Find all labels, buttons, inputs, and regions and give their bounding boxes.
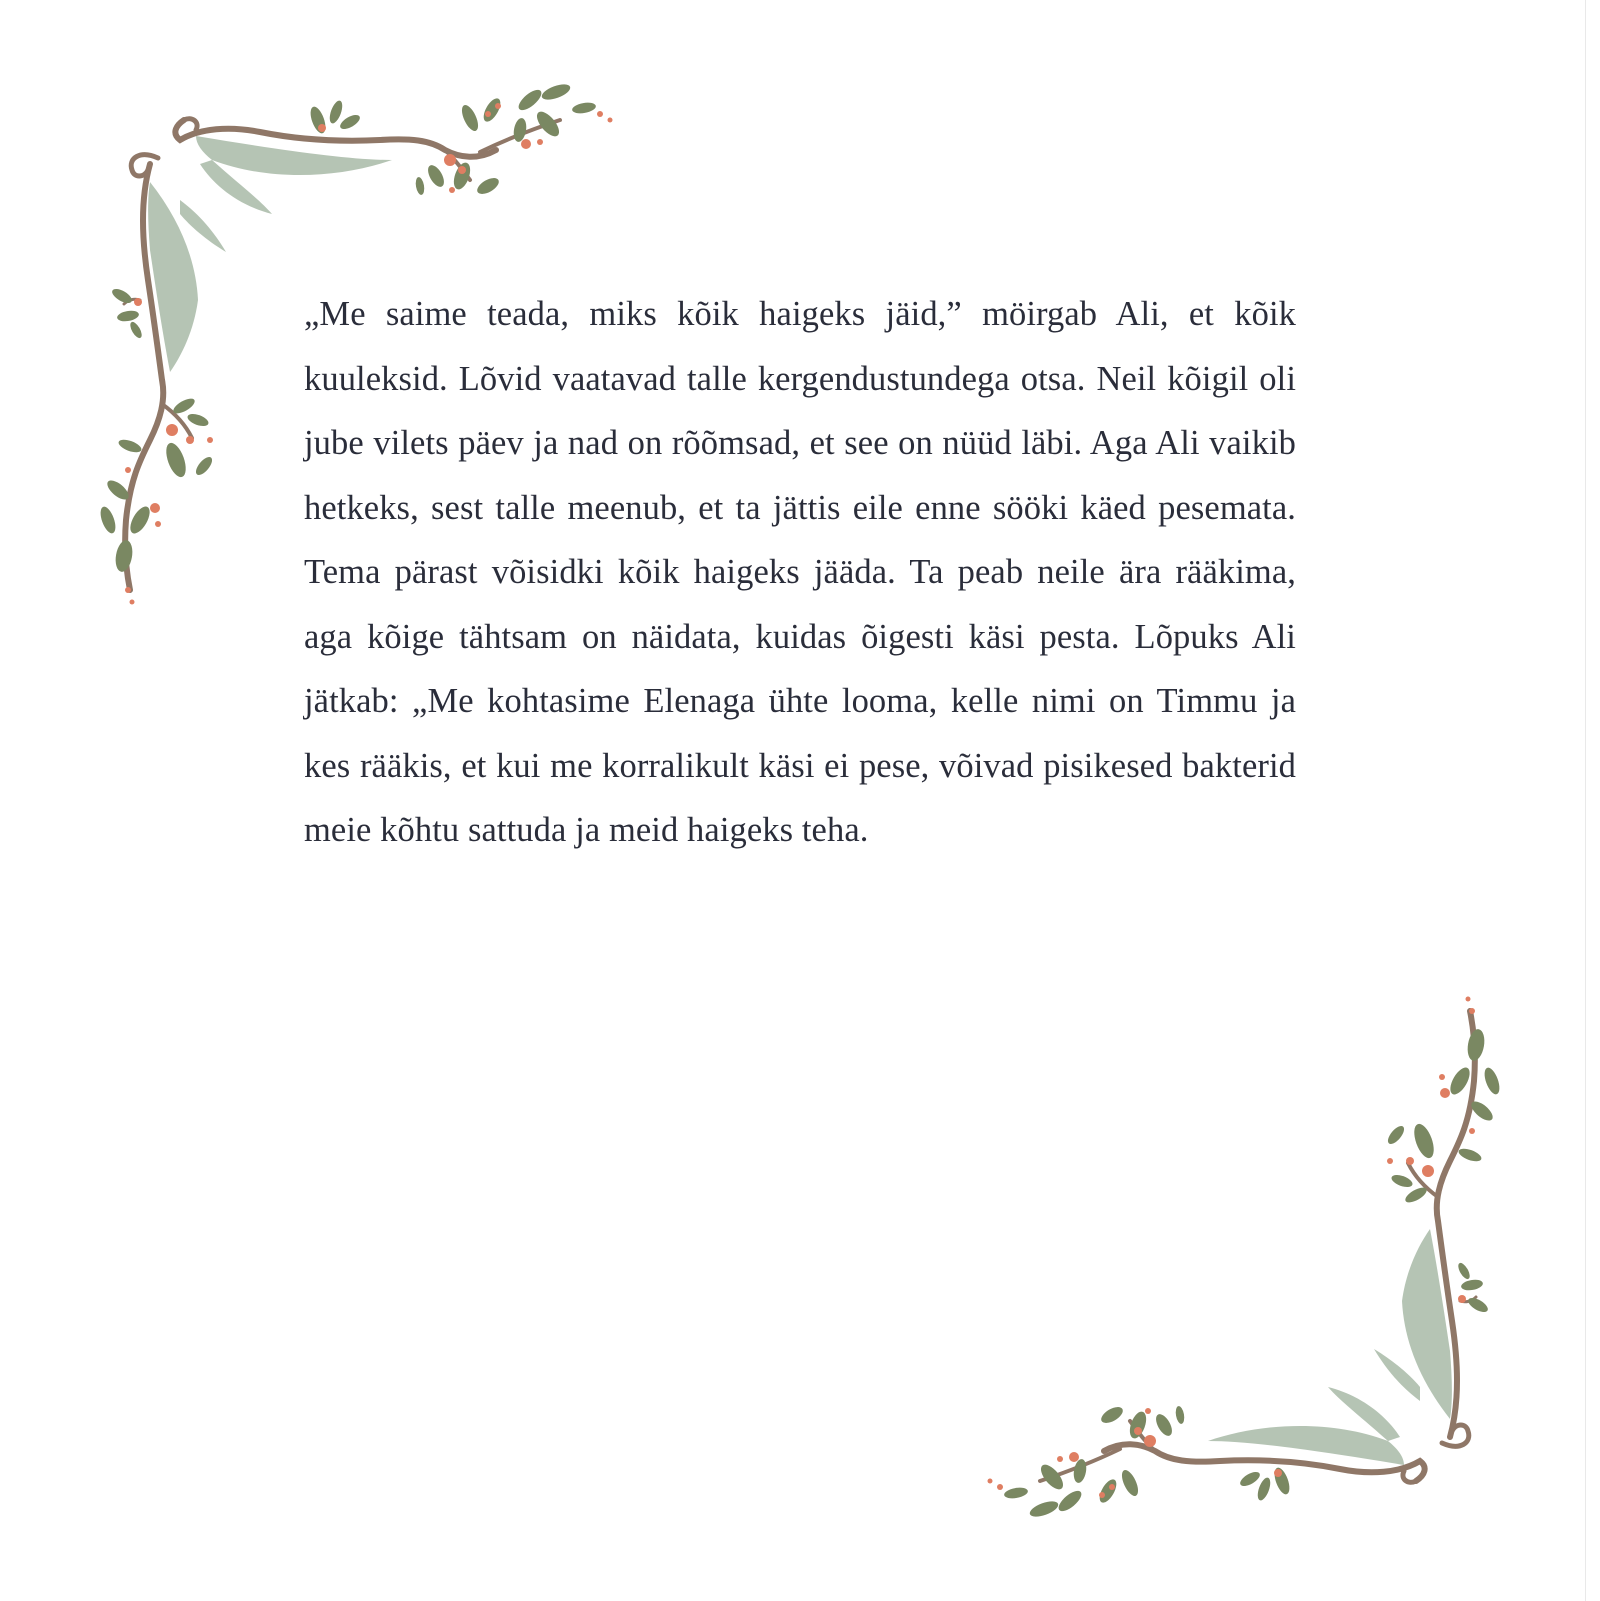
story-paragraph: „Me saime teada, miks kõik haigeks jäid,” möirgab Ali, et kõik kuuleksid. Lõvid vaatavad talle kergendustundega otsa. Neil kõigil oli jube vilets päev ja nad on rõõmsad, et see on nüüd läbi. Aga Ali vaikib hetkeks, sest talle meenub, et ta jättis eile enne sööki käed pesemata. Tema pärast võisidki kõik haigeks jääda. Ta peab neile ära rääkima, aga kõige tähtsam on näidata, kuidas õigesti käsi pesta. Lõpuks Ali jätkab: „Me kohtasime Elenaga ühte looma, kelle nimi on Timmu ja kes rääkis, et kui me korralikult käsi ei pese, võivad pisikesed bakterid meie kõhtu sattuda ja meid haigeks teha.	[304, 295, 1296, 849]
